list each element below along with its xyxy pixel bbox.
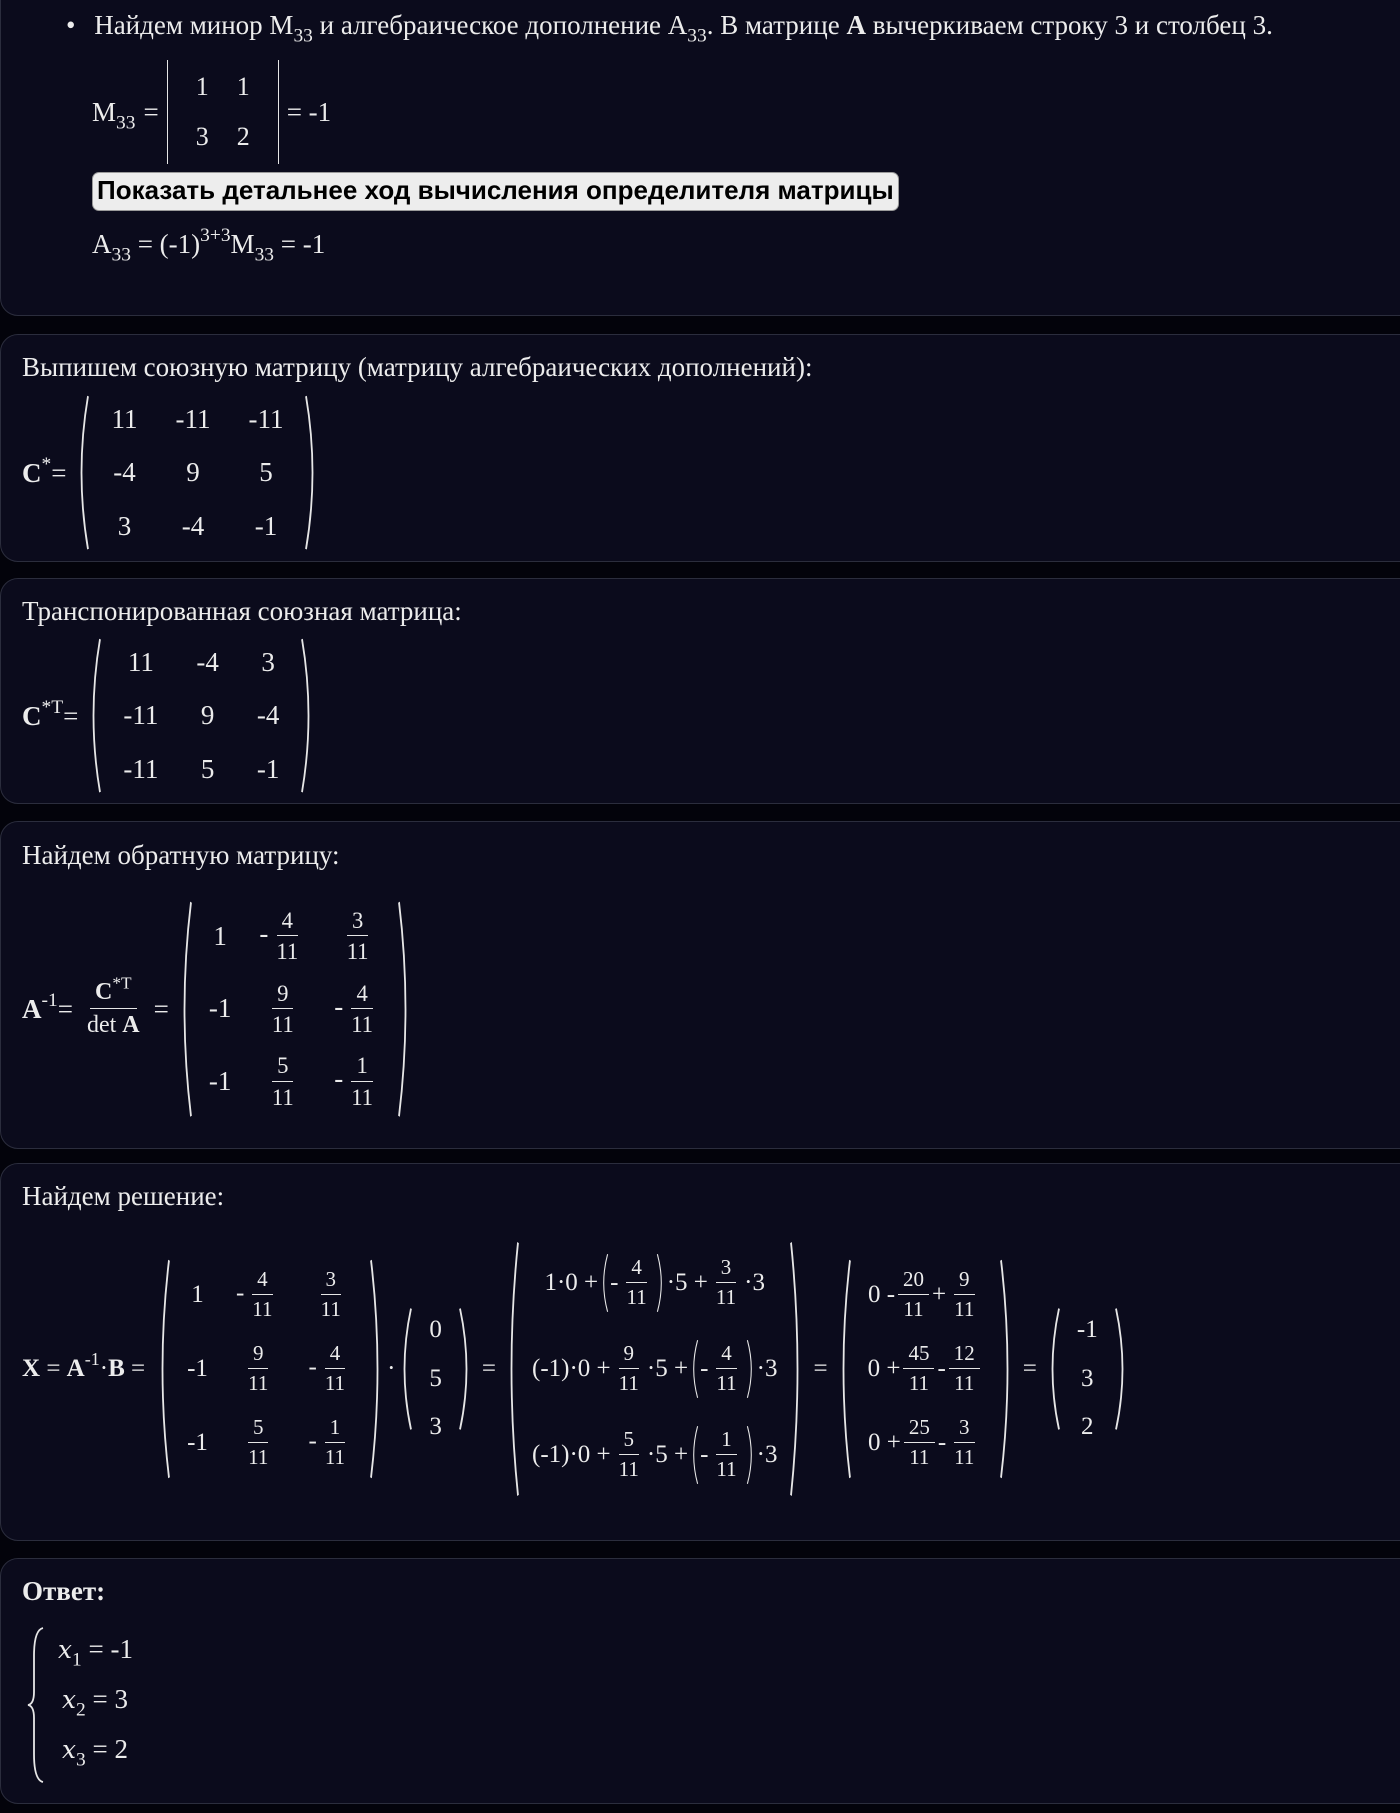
m33-label: $M_{33}$ (92, 96, 136, 133)
transposed-matrix (84, 636, 318, 795)
right-paren (787, 1240, 807, 1498)
adjugate-equals: = (51, 457, 67, 488)
right-paren (302, 393, 322, 552)
matrix-cell: -4 (256, 700, 280, 731)
matrix-cell: - $\frac{4}{11}$ (308, 1341, 346, 1395)
matrix-cell: $\frac{3}{11}$ (346, 907, 369, 965)
matrix-cell: $\frac{9}{11}$ (271, 980, 294, 1037)
bullet: • (66, 10, 76, 40)
matrix-cell: -4 (113, 457, 136, 488)
vector-cell: 3 (429, 1413, 442, 1440)
answer-line-1: $x_1 = -1$ (58, 1634, 133, 1671)
vector-cell: 5 (429, 1364, 442, 1392)
solution-lhs: $X = A^{-1}\cdot B$ = (22, 1348, 146, 1382)
intro-text-4: вычеркиваем строку 3 и столбец 3. (865, 10, 1273, 40)
answer-line-2: $x_2 = 3$ (62, 1684, 128, 1721)
minor-formula (92, 70, 331, 154)
b-vector (395, 1306, 476, 1440)
inverse-heading: Найдем обратную матрицу: (22, 840, 340, 870)
solution-formula (22, 1238, 1132, 1500)
simplified-row-3: 0 + $\frac{25}{11}$ - $\frac{3}{11}$ (867, 1415, 975, 1469)
matrix-cell: 1 (213, 920, 227, 951)
matrix-cell: -11 (248, 404, 284, 435)
simplified-cells (854, 1258, 997, 1480)
matrix-cell: 3 (261, 647, 275, 678)
expansion-row-2: (-1)·0 + $\frac{9}{11}$ ·5 + - $\frac{4}{11}$ ·3 (522, 1326, 787, 1412)
matrix-cell: -11 (175, 404, 211, 435)
m33-equals: = (143, 96, 159, 127)
matrix-cell: $\frac{5}{11}$ (248, 1415, 269, 1469)
det-cell: 1 (236, 72, 250, 102)
transposed-heading: Транспонированная союзная матрица: (22, 596, 462, 626)
matrix-cell: -1 (187, 1428, 208, 1456)
matrix-cell: -4 (196, 647, 219, 678)
simplified-matrix (834, 1258, 1017, 1480)
right-paren (367, 1258, 387, 1480)
transposed-formula (22, 647, 318, 784)
matrix-cell: 1 (191, 1280, 204, 1308)
matrix-cell: - $\frac{1}{11}$ (334, 1053, 374, 1110)
intro-text-1: Найдем минор M (94, 10, 294, 40)
matrix-cell: -11 (123, 700, 159, 731)
matrix-cell: -1 (254, 510, 278, 541)
det-result: = -1 (286, 96, 332, 127)
vector-cell: 0 (429, 1316, 442, 1343)
matrix-cell: -11 (123, 753, 159, 784)
transposed-label: $C^{*T}$ (22, 696, 64, 731)
matrix-cell: -1 (208, 1066, 232, 1097)
matrix-cell: 5 (259, 457, 273, 488)
adjugate-matrix (72, 393, 322, 552)
right-paren (456, 1306, 476, 1432)
result-vector (1043, 1306, 1132, 1440)
minor-intro (66, 10, 1273, 47)
inverse-formula (22, 898, 415, 1120)
det-cell: 1 (195, 72, 209, 102)
solution-inverse-cells (173, 1258, 367, 1480)
expansion-row-1: 1·0 + - $\frac{4}{11}$ ·5 + $\frac{3}{11}$ ·3 (522, 1240, 787, 1326)
intro-text-3: . В матрице (706, 10, 847, 40)
intro-text-2: и алгебраическое дополнение A (312, 10, 688, 40)
right-paren (1112, 1306, 1132, 1432)
matrix-cell: - $\frac{4}{11}$ (235, 1267, 273, 1321)
answer-line-3: $x_3 = 2$ (62, 1734, 128, 1771)
intro-sub-1: 33 (293, 25, 313, 47)
matrix-cell: -1 (256, 753, 280, 784)
b-vector-cells (415, 1306, 456, 1452)
solution-dot: · (387, 1355, 396, 1382)
matrix-cell: $\frac{5}{11}$ (271, 1053, 294, 1110)
left-paren (175, 900, 195, 1118)
matrix-cell: 3 (117, 510, 132, 541)
inverse-equals: = (57, 993, 73, 1024)
minor-determinant (167, 60, 279, 164)
matrix-cell: -1 (187, 1354, 208, 1382)
simplified-row-2: 0 + $\frac{45}{11}$ - $\frac{12}{11}$ (854, 1332, 997, 1406)
matrix-cell: 11 (127, 647, 154, 678)
left-paren (502, 1240, 522, 1498)
inverse-matrix (175, 900, 415, 1118)
a33-formula: $A_{33} = (-1)^{3+3}M_{33} = -1$ (92, 224, 326, 266)
adjugate-formula (22, 404, 322, 541)
matrix-cell: - $\frac{4}{11}$ (259, 907, 299, 965)
inverse-fraction: $\frac{C^{*T}}{\text{det A}}$ (86, 973, 140, 1038)
matrix-cell: $\frac{3}{11}$ (320, 1267, 341, 1321)
matrix-cell: 5 (200, 753, 215, 784)
answer-card (0, 1558, 1400, 1804)
solution-equals-3: = (1022, 1355, 1037, 1382)
right-paren (298, 636, 318, 795)
simplified-row-1: 0 - $\frac{20}{11}$ + $\frac{9}{11}$ (867, 1267, 975, 1321)
matrix-cell: $\frac{9}{11}$ (248, 1341, 269, 1395)
intro-sub-2: 33 (687, 25, 707, 47)
matrix-cell: - $\frac{1}{11}$ (308, 1415, 346, 1469)
matrix-cell: -4 (181, 510, 205, 541)
inverse-cells (195, 900, 395, 1118)
show-determinant-details-button[interactable]: Показать детальнее ход вычисления определителя матрицы (92, 172, 899, 211)
adjugate-cells (92, 393, 302, 552)
matrix-cell: 9 (186, 457, 200, 488)
expansion-cells (522, 1240, 787, 1498)
right-paren (997, 1258, 1017, 1480)
transposed-cells (104, 636, 298, 795)
solution-equals-1: = (481, 1355, 496, 1382)
solution-equals-2: = (813, 1355, 828, 1382)
left-paren (395, 1306, 415, 1432)
adjugate-heading: Выпишем союзную матрицу (матрицу алгебраических дополнений): (22, 352, 813, 382)
matrix-cell: -1 (208, 993, 232, 1024)
left-paren (84, 636, 104, 795)
solution-inverse-matrix (153, 1258, 387, 1480)
expansion-row-3: (-1)·0 + $\frac{5}{11}$ ·5 + - $\frac{1}{11}$ ·3 (522, 1412, 787, 1498)
expansion-matrix (502, 1240, 807, 1498)
matrix-cell: 9 (200, 700, 215, 731)
inverse-label: $A^{-1}$ (22, 989, 58, 1024)
transposed-equals: = (63, 700, 79, 731)
det-cell: 3 (195, 122, 209, 151)
inverse-equals-2: = (153, 993, 169, 1024)
system-brace (26, 1626, 48, 1784)
solution-heading: Найдем решение: (22, 1181, 225, 1211)
left-paren (834, 1258, 854, 1480)
adjugate-label: C* (22, 453, 52, 488)
matrix-cell: - $\frac{4}{11}$ (334, 980, 374, 1037)
vector-cell: 3 (1081, 1364, 1094, 1392)
intro-bold-a: A (846, 10, 866, 40)
result-vector-cells (1063, 1306, 1112, 1452)
left-paren (1043, 1306, 1063, 1432)
det-cell: 2 (236, 122, 250, 151)
answer-title: Ответ: (22, 1576, 106, 1606)
right-paren (395, 900, 415, 1118)
vector-cell: -1 (1076, 1316, 1098, 1343)
left-paren (153, 1258, 173, 1480)
vector-cell: 2 (1081, 1413, 1094, 1440)
left-paren (72, 393, 92, 552)
matrix-cell: 11 (111, 404, 138, 435)
